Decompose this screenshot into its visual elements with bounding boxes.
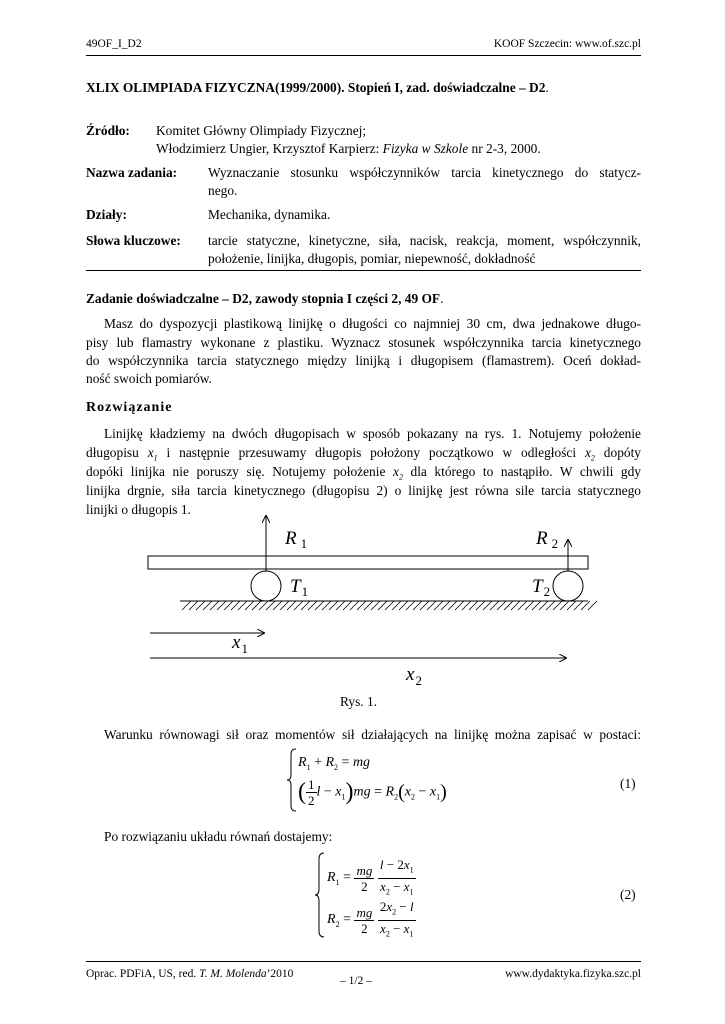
hatch-line [504, 601, 513, 610]
hatch-line [273, 601, 282, 610]
pen-1 [251, 571, 281, 601]
hatch-line [420, 601, 429, 610]
hatch-line [546, 601, 555, 610]
hatch-line [588, 601, 597, 610]
hatch-line [392, 601, 401, 610]
solution-l2b: i następnie przesuwamy długopis położony początkowo w odległości [157, 445, 585, 460]
solution-l2a: długopisu [86, 445, 148, 460]
x2-label: $x_2$ [406, 664, 422, 688]
footer-right: www.dydaktyka.fizyka.szc.pl [505, 968, 641, 980]
source-issue: nr 2-3, 2000. [468, 141, 541, 156]
hatch-line [266, 601, 275, 610]
eq1-row-1: $R_1 + R_2$ = mg [298, 755, 371, 772]
eq2-row-2: $R_2$ = $\frac{mg}{2}$ $\frac{2x_2 - l}{x_2 - x_1}$ [327, 899, 414, 939]
solution-heading: Rozwiązanie [86, 400, 173, 415]
hatch-line [413, 601, 422, 610]
hatch-line [434, 601, 443, 610]
keywords-line-2: położenie, linijka, długopis, pomiar, niepewność, dokładność [208, 251, 536, 266]
ruler [148, 556, 588, 569]
footer-year: ’2010 [266, 968, 294, 980]
hatch-line [322, 601, 331, 610]
eq2-brace [314, 852, 326, 938]
source-label: Źródło: [86, 123, 130, 138]
hatch-line [371, 601, 380, 610]
hatch-line [511, 601, 520, 610]
title-rest: . Stopień I, zad. doświadczalne – D2 [341, 80, 546, 95]
hatch-line [483, 601, 492, 610]
pen-2 [553, 571, 583, 601]
page-title [86, 80, 549, 96]
hatch-line [448, 601, 457, 610]
hatch-line [259, 601, 268, 610]
var-x1: $x_1$ [147, 445, 158, 463]
T2-label: $T_2$ [532, 576, 551, 599]
hatch-line [217, 601, 226, 610]
hatch-line [378, 601, 387, 610]
hatch-line [182, 601, 191, 610]
source-line-1: Komitet Główny Olimpiady Fizycznej; [156, 123, 367, 138]
hatch-line [455, 601, 464, 610]
eq1-brace [286, 748, 298, 812]
task-name-line-1: Wyznaczanie stosunku współczynników tarcia kinetycznego do statycz- [208, 165, 641, 180]
hatch-line [469, 601, 478, 610]
hatch-line [280, 601, 289, 610]
hatch-line [539, 601, 548, 610]
source-line-2 [156, 139, 541, 159]
hatch-line [518, 601, 527, 610]
task-name-label: Nazwa zadania: [86, 165, 178, 180]
hatch-line [336, 601, 345, 610]
solution-line-5: linijki o długopis 1. [86, 502, 191, 517]
hatch-line [343, 601, 352, 610]
task-line-4: ność swoich pomiarów. [86, 371, 212, 386]
hatch-line [203, 601, 212, 610]
hatch-line [406, 601, 415, 610]
hatch-line [357, 601, 366, 610]
footer-rule [86, 961, 641, 962]
hatch-line [196, 601, 205, 610]
hatch-line [560, 601, 569, 610]
var-x2-b: $x_2$ [392, 464, 403, 482]
var-x2: $x_2$ [584, 445, 595, 463]
areas-label: Działy: [86, 207, 127, 222]
task-line-1: Masz do dyspozycji plastikową linijkę o długości co najmniej 30 cm, dwa jednakowe długo- [104, 316, 641, 331]
hatch-line [490, 601, 499, 610]
hatch-line [497, 601, 506, 610]
hatch-line [525, 601, 534, 610]
hatch-line [441, 601, 450, 610]
x1-label: $x_1$ [232, 632, 248, 656]
hatch-line [287, 601, 296, 610]
figure-ruler-diagram [140, 510, 610, 690]
T1-label: $T_1$ [290, 576, 309, 599]
solution-line-4: linijka drgnie, siła tarcia kinetycznego (długopisu 2) o linijkę jest równa sile tarcia statycznego [86, 483, 641, 498]
hatch-line [385, 601, 394, 610]
title-end: . [545, 80, 549, 95]
hatch-line [567, 601, 576, 610]
hatch-line [231, 601, 240, 610]
hatch-line [224, 601, 233, 610]
keywords-line-1: tarcie statyczne, kinetyczne, siła, nacisk, reakcja, moment, współczynnik, [208, 233, 641, 248]
hatch-line [301, 601, 310, 610]
figure-caption: Rys. 1. [340, 694, 378, 709]
areas-value: Mechanika, dynamika. [208, 207, 331, 222]
hatch-line [294, 601, 303, 610]
source-authors: Włodzimierz Ungier, Krzysztof Karpierz: [156, 141, 383, 156]
task-heading-text: Zadanie doświadczalne – D2, zawody stopnia I części 2, 49 OF [86, 291, 441, 306]
hatch-line [329, 601, 338, 610]
footer-left [86, 968, 293, 980]
solving-text: Po rozwiązaniu układu równań dostajemy: [104, 829, 333, 844]
task-heading: Zadanie doświadczalne – D2, zawody stopnia I części 2, 49 OF. [86, 291, 444, 306]
hatch-line [574, 601, 583, 610]
hatch-line [350, 601, 359, 610]
R1-label: R $_1$ [285, 528, 308, 551]
eq1-row-2: ( $\frac{1}{2}$ $l - x_1)mg = R_2(x_2 - x_1)$ [298, 777, 447, 808]
header-rule [86, 55, 641, 56]
hatch-line [315, 601, 324, 610]
eq1-number: (1) [620, 776, 636, 791]
hatch-line [427, 601, 436, 610]
task-name-line-2: nego. [208, 183, 238, 198]
hatch-line [462, 601, 471, 610]
hatch-line [532, 601, 541, 610]
solution-l3b: dla którego to nastąpiło. W chwili gdy [402, 464, 642, 479]
task-line-3: do współczynnika tarcia statycznego między linijką i długopisem (flamastrem). Oceń dokład- [86, 353, 641, 368]
title-main: XLIX OLIMPIADA FIZYCZNA(1999/2000) [86, 80, 342, 95]
ground-hatch [182, 601, 597, 610]
eq2-number: (2) [620, 887, 636, 902]
hatch-line [252, 601, 261, 610]
equilibrium-text: Warunku równowagi sił oraz momentów sił działających na linijkę można zapisać w postaci: [104, 727, 641, 742]
hatch-line [189, 601, 198, 610]
hatch-line [581, 601, 590, 610]
footer-editor: T. M. Molenda [199, 968, 267, 980]
hatch-line [210, 601, 219, 610]
hatch-line [399, 601, 408, 610]
solution-l3a: dopóki linijka nie poruszy się. Notujemy położenie [86, 464, 393, 479]
footer-credit: Oprac. PDFiA, US, red. [86, 968, 200, 980]
page-number: – 1/2 – [340, 975, 372, 987]
header-left: 49OF_I_D2 [86, 38, 142, 50]
hatch-line [238, 601, 247, 610]
solution-l2c: dopóty [594, 445, 642, 460]
R2-label: R $_2$ [536, 528, 559, 551]
hatch-line [245, 601, 254, 610]
hatch-line [308, 601, 317, 610]
hatch-line [364, 601, 373, 610]
header-right: KOOF Szczecin: www.of.szc.pl [493, 38, 641, 50]
solution-line-1: Linijkę kładziemy na dwóch długopisach w sposób pokazany na rys. 1. Notujemy położenie [104, 426, 641, 441]
meta-rule [86, 270, 641, 271]
hatch-line [476, 601, 485, 610]
keywords-label: Słowa kluczowe: [86, 233, 181, 248]
eq2-row-1: $R_1$ = $\frac{mg}{2}$ $\frac{l - 2x_1}{x_2 - x_1}$ [327, 857, 414, 897]
task-line-2: pisy lub flamastry wykonane z plastiku. Wyznacz stosunek współczynnika tarcia kinetycznego [86, 335, 641, 350]
hatch-line [553, 601, 562, 610]
source-journal: Fizyka w Szkole [382, 141, 469, 156]
